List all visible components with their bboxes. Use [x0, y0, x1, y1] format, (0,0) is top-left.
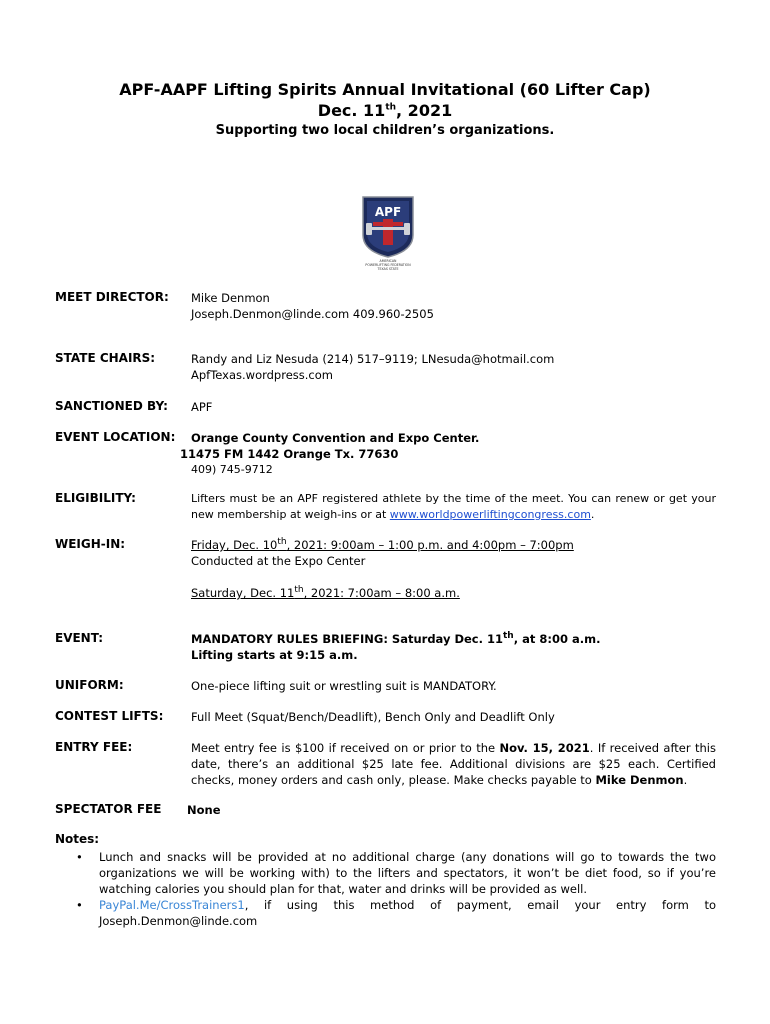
page-subtitle: Supporting two local children’s organizations. [215, 123, 555, 138]
event-value: MANDATORY RULES BRIEFING: Saturday Dec. 11th, at 8:00 a.m. Lifting starts at 9:15 a.m. [191, 631, 601, 662]
eligibility-label: ELIGIBILITY: [55, 491, 136, 505]
worldpowerlifting-link[interactable]: www.worldpowerliftingcongress.com [389, 508, 591, 521]
spectator-fee-value: None [187, 803, 221, 817]
event-location-label: EVENT LOCATION: [55, 430, 176, 444]
notes-list [66, 849, 716, 929]
uniform-value: One-piece lifting suit or wrestling suit is MANDATORY. [191, 679, 497, 693]
meet-director-value: Mike Denmon Joseph.Denmon@linde.com 409.960-2505 [191, 291, 434, 321]
weigh-in-value: Friday, Dec. 10th, 2021: 9:00am – 1:00 p.m. and 4:00pm – 7:00pm Conducted at the Expo Center Saturday, Dec. 11th, 2021: 7:00am – 8:00 a.m. [191, 537, 574, 600]
bullet-icon: • [76, 850, 83, 864]
eligibility-value: Lifters must be an APF registered athlete by the time of the meet. You can renew or get your new membership at weigh-ins or at www.worldpowerliftingcongress.com. [191, 492, 716, 521]
state-chairs-value: Randy and Liz Nesuda (214) 517–9119; LNesuda@hotmail.com ApfTexas.wordpress.com [191, 352, 555, 382]
sanctioned-by-label: SANCTIONED BY: [55, 399, 168, 413]
svg-text:POWERLIFTING FEDERATION: POWERLIFTING FEDERATION [365, 263, 411, 267]
contest-lifts-label: CONTEST LIFTS: [55, 709, 164, 723]
bullet-icon: • [76, 898, 83, 912]
event-date: Dec. 11th, 2021 [317, 101, 453, 120]
entry-fee-value: Meet entry fee is $100 if received on or prior to the Nov. 15, 2021. If received after this date, there’s an additional $25 late fee. Additional divisions are $25 each. Certified checks, money orders and cash only, please. Make checks payable to Mike Denmon. [191, 741, 716, 787]
sanctioned-by-value: APF [191, 400, 213, 414]
spectator-fee-label: SPECTATOR FEE [55, 802, 162, 816]
apf-logo [357, 195, 419, 271]
svg-text:TEXAS STATE: TEXAS STATE [377, 267, 399, 271]
contest-lifts-value: Full Meet (Squat/Bench/Deadlift), Bench Only and Deadlift Only [191, 710, 555, 724]
list-item: • PayPal.Me/CrossTrainers1, if using this method of payment, email your entry form to Joseph.Denmon@linde.com [76, 898, 716, 928]
entry-fee-label: ENTRY FEE: [55, 740, 133, 754]
notes-heading: Notes: [55, 832, 100, 846]
list-item: • Lunch and snacks will be provided at no additional charge (any donations will go to towards the two organizations we will be working with) to the lifters and spectators, it won’t be diet food, so if you’re watching calories you should plan for that, water and drinks will be provided as well. [76, 850, 716, 896]
state-chairs-label: STATE CHAIRS: [55, 351, 156, 365]
weigh-in-label: WEIGH-IN: [55, 537, 126, 551]
svg-text:APF: APF [374, 205, 402, 219]
svg-text:AMERICAN: AMERICAN [379, 259, 397, 263]
page-title: APF-AAPF Lifting Spirits Annual Invitational (60 Lifter Cap) [119, 80, 651, 99]
paypal-link[interactable]: PayPal.Me/CrossTrainers1 [99, 898, 245, 912]
uniform-label: UNIFORM: [55, 678, 124, 692]
meet-director-label: MEET DIRECTOR: [55, 290, 169, 304]
event-label: EVENT: [55, 631, 104, 645]
event-location-value: Orange County Convention and Expo Center. 11475 FM 1442 Orange Tx. 77630 409) 745-9712 [180, 431, 480, 476]
